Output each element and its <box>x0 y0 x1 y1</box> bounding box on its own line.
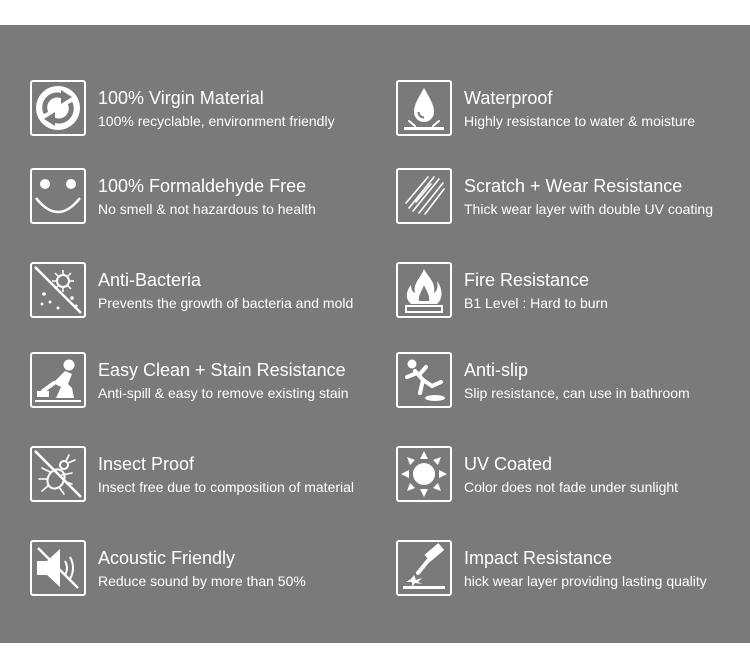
feature-scratch-wear-resistance <box>396 168 736 224</box>
feature-title: Fire Resistance <box>464 270 590 290</box>
feature-formaldehyde-free <box>30 168 370 224</box>
feature-title: Acoustic Friendly <box>98 548 236 568</box>
hammer-impact-icon <box>396 540 452 596</box>
cleaning-person-icon <box>30 352 86 408</box>
feature-title: 100% Formaldehyde Free <box>98 176 307 196</box>
feature-title: Anti-Bacteria <box>98 270 202 290</box>
feature-title: UV Coated <box>464 454 553 474</box>
feature-subtitle: Insect free due to composition of material <box>98 479 355 495</box>
feature-title: 100% Virgin Material <box>98 88 264 108</box>
feature-waterproof <box>396 80 736 136</box>
feature-impact-resistance <box>396 540 736 596</box>
feature-acoustic-friendly <box>30 540 370 596</box>
water-drop-icon <box>396 80 452 136</box>
no-bacteria-icon <box>30 262 86 318</box>
feature-title: Easy Clean + Stain Resistance <box>98 360 346 380</box>
feature-subtitle: Slip resistance, can use in bathroom <box>464 385 690 401</box>
feature-uv-coated <box>396 446 736 502</box>
recycle-icon <box>30 80 86 136</box>
feature-insect-proof <box>30 446 370 502</box>
sun-icon <box>396 446 452 502</box>
feature-subtitle: Reduce sound by more than 50% <box>98 573 306 589</box>
feature-title: Impact Resistance <box>464 548 613 568</box>
scratch-icon <box>396 168 452 224</box>
feature-subtitle: Highly resistance to water & moisture <box>464 113 696 129</box>
feature-subtitle: hick wear layer providing lasting quality <box>464 573 707 589</box>
feature-easy-clean <box>30 352 370 408</box>
feature-anti-slip <box>396 352 736 408</box>
feature-virgin-material <box>30 80 370 136</box>
feature-title: Anti-slip <box>464 360 529 380</box>
muted-speaker-icon <box>30 540 86 596</box>
feature-subtitle: Color does not fade under sunlight <box>464 479 679 495</box>
feature-subtitle: Thick wear layer with double UV coating <box>464 201 714 217</box>
feature-panel <box>0 25 750 643</box>
feature-anti-bacteria <box>30 262 370 318</box>
slipping-person-icon <box>396 352 452 408</box>
feature-title: Waterproof <box>464 88 553 108</box>
feature-title: Insect Proof <box>98 454 195 474</box>
smiley-face-icon <box>30 168 86 224</box>
feature-fire-resistance <box>396 262 736 318</box>
feature-subtitle: B1 Level : Hard to burn <box>464 295 608 311</box>
feature-subtitle: No smell & not hazardous to health <box>98 201 316 217</box>
no-insect-icon <box>30 446 86 502</box>
feature-subtitle: 100% recyclable, environment friendly <box>98 113 335 129</box>
feature-title: Scratch + Wear Resistance <box>464 176 683 196</box>
feature-subtitle: Anti-spill & easy to remove existing stain <box>98 385 349 401</box>
fire-icon <box>396 262 452 318</box>
feature-subtitle: Prevents the growth of bacteria and mold <box>98 295 354 311</box>
